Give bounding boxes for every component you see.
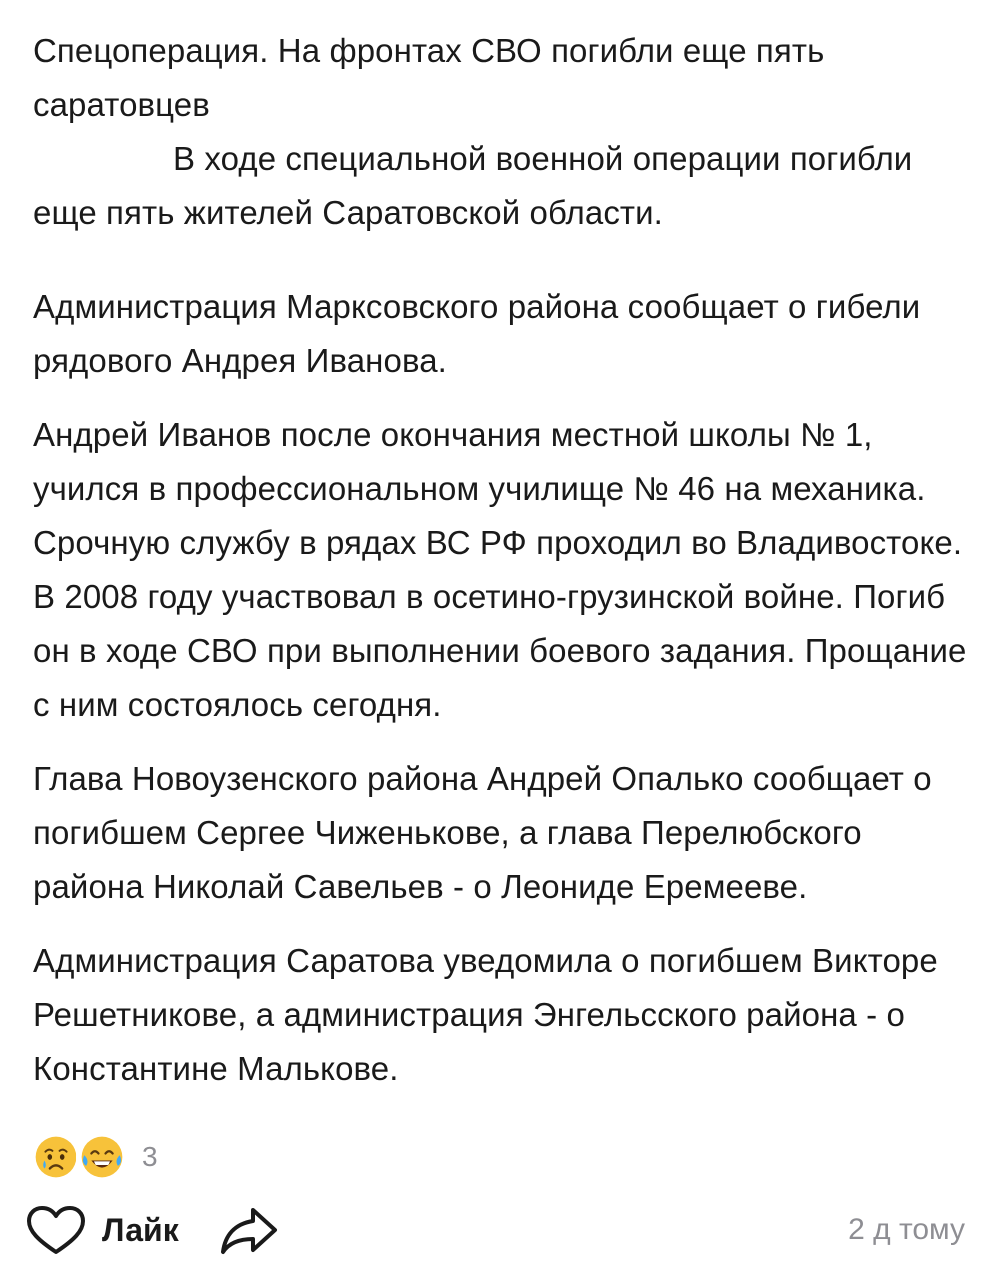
post-paragraph: Андрей Иванов после окончания местной школы № 1, учился в профессиональном училище № 46 на механика. Срочную службу в рядах ВС РФ проходил во Владивостоке. В 2008 году участвовал в осетино-грузинской войне. Погиб он в ходе СВО при выполнении боевого задания. Прощание с ним состоялось сегодня. (33, 416, 967, 723)
reactions-bar[interactable] (30, 1130, 158, 1184)
share-button[interactable] (219, 1204, 279, 1256)
post-paragraph: Администрация Саратова уведомила о погибшем Викторе Решетникове, а администрация Энгельсского района - о Константине Малькове. (33, 942, 938, 1087)
reaction-count: 3 (142, 1141, 158, 1172)
post-timestamp: 2 д тому (848, 1213, 965, 1246)
share-icon (219, 1204, 279, 1256)
post-actions (24, 1200, 965, 1260)
post-lead: В ходе специальной военной операции погибли еще пять жителей Саратовской области. (33, 140, 913, 231)
post-title: Спецоперация. На фронтах СВО погибли еще пять саратовцев (33, 32, 825, 123)
post-paragraph: Администрация Марксовского района сообщает о гибели рядового Андрея Иванова. (33, 288, 921, 379)
like-button[interactable] (24, 1202, 179, 1258)
crying-face-icon (30, 1131, 82, 1183)
like-label: Лайк (102, 1211, 179, 1248)
post-paragraph: Глава Новоузенского района Андрей Опалько сообщает о погибшем Сергее Чиженькове, а глава Перелюбского района Николай Савельев - о Леониде Еремееве. (33, 760, 932, 905)
post-paragraph-title (33, 24, 967, 240)
post-text (33, 24, 967, 1096)
heart-icon (24, 1202, 88, 1258)
tears-of-joy-icon (76, 1131, 128, 1183)
